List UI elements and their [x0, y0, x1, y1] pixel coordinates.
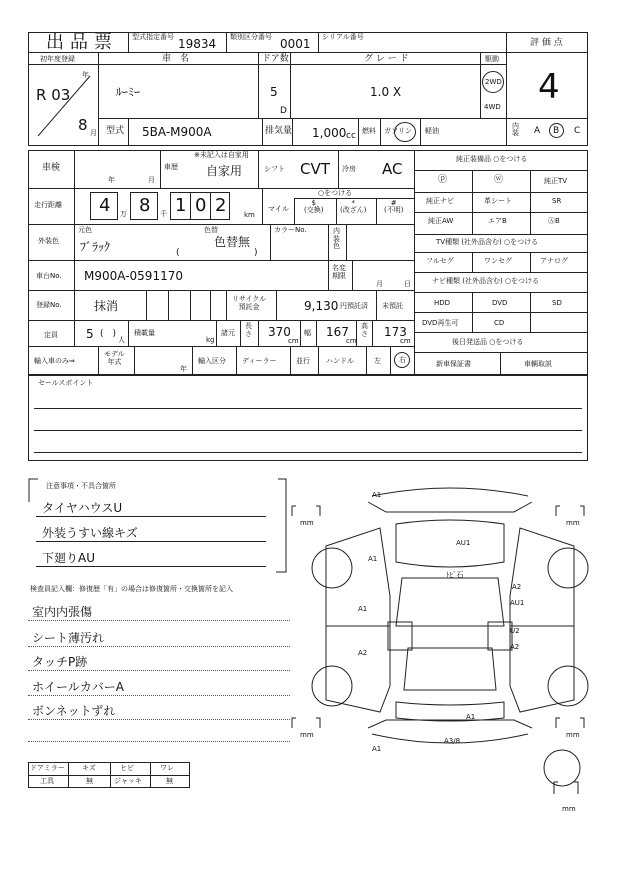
mileage-digit-4: 0: [195, 195, 207, 216]
navi-cd[interactable]: CD: [494, 319, 505, 327]
navi-dvd[interactable]: DVD: [492, 299, 508, 307]
caution-title: 注意事項・不具合箇所: [46, 482, 116, 490]
shift-value: CVT: [300, 160, 330, 178]
doors-suffix: D: [280, 106, 287, 116]
history-label: 車歴: [164, 163, 178, 171]
inspection-year-unit: 年: [108, 176, 115, 184]
length-label: 長さ: [245, 322, 252, 338]
navi-dvd-play[interactable]: DVD再生可: [422, 319, 459, 327]
model-cert-label: 型式指定番号: [132, 33, 174, 41]
interior-grade-b[interactable]: B: [553, 126, 560, 136]
capacity-value: 5: [86, 327, 94, 341]
original-color-label: 元色: [78, 226, 92, 234]
grade-label: グ レ ー ド: [364, 54, 409, 64]
height-value: 173: [384, 325, 407, 339]
dealer-label[interactable]: ディーラー: [242, 357, 277, 365]
tv-type-title: TV種類 (社外品含む) ○をつける: [436, 238, 539, 246]
color-change-parens-close: ): [254, 248, 258, 258]
color-change-parens: (: [176, 248, 180, 258]
equip-power-steering[interactable]: ⓟ: [438, 175, 448, 185]
equip-navi[interactable]: 純正ナビ: [426, 197, 454, 205]
displacement-label: 排気量: [265, 126, 293, 136]
first-reg-label: 初年度登録: [40, 55, 75, 63]
mileage-circle-note: ○をつける: [318, 189, 353, 197]
ac-value: AC: [382, 160, 403, 178]
interior-label: 内装: [512, 122, 519, 137]
mark-windshield: ﾄﾋﾞ石: [446, 571, 464, 579]
mm-rear-left: mm: [300, 731, 314, 739]
model-cert-value: 19834: [178, 37, 217, 51]
load-unit: kg: [206, 336, 215, 344]
mark-left-door: A1: [358, 605, 368, 613]
mark-hood: AU1: [456, 539, 471, 547]
mm-spare: mm: [562, 805, 576, 813]
fuel-gasoline[interactable]: ガソリン: [384, 127, 412, 135]
legend-tool-value: 無: [86, 777, 93, 785]
caution-item-1: タイヤハウスU: [42, 501, 123, 515]
handle-left[interactable]: 左: [374, 357, 381, 365]
width-label: 幅: [304, 329, 311, 337]
car-name: ﾙｰﾐｰ: [116, 85, 141, 99]
equipment-title: 純正装備品 ○をつける: [456, 155, 528, 163]
handle-right[interactable]: 右: [399, 356, 406, 364]
later-manual[interactable]: 車輌取説: [524, 360, 552, 368]
recycle-amount: 9,130: [304, 299, 339, 313]
mm-front-right: mm: [566, 519, 580, 527]
width-value: 167: [326, 325, 349, 339]
sales-point-frame: [28, 375, 588, 461]
first-reg-era: R 03: [36, 86, 71, 104]
inspector-title: 検査員記入欄：修復歴「有」の場合は修復箇所・交換箇所を記入: [30, 585, 233, 593]
capacity-unit: 人: [118, 336, 125, 344]
mark-front-bumper: A1: [372, 491, 382, 499]
diesel-label[interactable]: 軽油: [425, 127, 439, 135]
equip-airbag[interactable]: エアB: [488, 217, 507, 225]
exterior-color-label: 外装色: [38, 237, 59, 245]
equip-leather[interactable]: 革シート: [484, 197, 512, 205]
serial-label: シリアル番号: [322, 33, 364, 41]
class-label: 類別区分番号: [230, 33, 272, 41]
car-damage-diagram: [290, 476, 610, 816]
inspection-label: 車検: [42, 163, 61, 173]
chassis-label: 車台No.: [36, 272, 62, 280]
model-year-label: モデル 年式: [104, 350, 125, 367]
inspector-item-3: タッチP跡: [32, 655, 88, 669]
capacity-label: 定員: [44, 331, 58, 339]
length-unit: cm: [288, 337, 299, 345]
displacement-unit: cc: [346, 131, 356, 141]
legend-scratch: キズ: [82, 764, 96, 772]
inspection-month-unit: 月: [148, 176, 155, 184]
mark-right-door-u2: U2: [510, 627, 520, 635]
mark-right-front-a2: A2: [512, 583, 522, 591]
legend-mirror: ドアミラー: [30, 764, 65, 772]
inspector-item-4: ホイールカバーA: [32, 680, 124, 694]
color-change: 色替無: [214, 235, 251, 249]
length-value: 370: [268, 325, 291, 339]
caution-item-2: 外装うすい線キズ: [42, 526, 138, 540]
year-unit: 年: [82, 71, 89, 79]
unknown-label[interactable]: # (不明): [384, 199, 404, 214]
inspector-item-5: ボンネットずれ: [32, 704, 116, 718]
equip-sunroof[interactable]: SR: [552, 197, 562, 205]
fuel-label: 燃料: [362, 127, 376, 135]
history-note: ※未記入は自家用: [194, 151, 249, 159]
legend-break: ワレ: [160, 764, 174, 772]
interior-grade-a[interactable]: A: [534, 126, 541, 136]
first-reg-slash: [30, 66, 98, 144]
sales-point-label: セールスポイント: [38, 379, 94, 387]
mileage-label: 走行距離: [34, 201, 62, 209]
color-change-label: 色替: [204, 226, 218, 234]
interior-grade-c[interactable]: C: [574, 126, 581, 136]
equip-power-window[interactable]: ⓦ: [494, 175, 504, 185]
legend-jack-value: 無: [166, 777, 173, 785]
doors-value: 5: [270, 85, 278, 99]
mileage-unit-sen: 千: [160, 210, 167, 218]
recycle-unpaid[interactable]: 未預託: [382, 302, 403, 310]
mark-tailgate: A1: [466, 713, 476, 721]
capacity-parens: ( ): [100, 329, 117, 339]
mark-right-door-a2: A2: [510, 643, 520, 651]
history-value: 自家用: [206, 164, 243, 178]
tampered-label[interactable]: * (改ざん): [340, 199, 367, 214]
doors-label: ドア数: [262, 54, 289, 64]
caution-item-3: 下廻りAU: [42, 551, 95, 565]
tv-fullseg[interactable]: フルセグ: [426, 257, 454, 265]
mark-rear-bumper-a3: A3/8: [444, 737, 461, 745]
car-name-label: 車 名: [162, 54, 190, 64]
navi-hdd[interactable]: HDD: [434, 299, 451, 307]
class-value: 0001: [280, 37, 311, 51]
mileage-unit-km: km: [244, 211, 255, 219]
mm-rear-right: mm: [566, 731, 580, 739]
tv-oneseg[interactable]: ワンセグ: [484, 257, 512, 265]
inspector-item-1: 室内内張傷: [32, 605, 93, 619]
recycle-status: 円預託済: [340, 302, 368, 310]
later-send-title: 後日発送品 ○をつける: [452, 338, 524, 346]
chassis-value: M900A-0591170: [84, 269, 183, 283]
navi-sd[interactable]: SD: [552, 299, 562, 307]
legend-tool: 工具: [40, 777, 54, 785]
legend-crack: ヒビ: [120, 764, 134, 772]
mark-rear-bumper-a1: A1: [372, 745, 382, 753]
width-unit: cm: [346, 337, 357, 345]
tv-analog[interactable]: アナログ: [540, 257, 568, 265]
mile-label[interactable]: マイル: [268, 205, 289, 213]
displacement-value: 1,000: [312, 126, 347, 140]
equip-abs[interactable]: ⒶB: [548, 217, 560, 225]
mark-left-front: A1: [368, 555, 378, 563]
recycle-label: リサイクル 預託金: [232, 295, 267, 312]
eval-score: 4: [538, 67, 560, 107]
mileage-unit-man: 万: [120, 210, 127, 218]
grade-value: 1.0 X: [370, 85, 402, 99]
mm-front-left: mm: [300, 519, 314, 527]
drive-2wd[interactable]: 2WD: [485, 78, 502, 86]
model-type-value: 5BA-M900A: [142, 125, 212, 139]
import-label: 輸入車のみ⇒: [34, 357, 75, 365]
load-label: 積載量: [134, 329, 155, 337]
name-change-month-unit: 月: [376, 280, 383, 288]
color-no-label: カラーNo.: [274, 226, 307, 234]
month-unit: 月: [90, 129, 97, 137]
ac-label: 冷房: [342, 165, 356, 173]
equip-tv[interactable]: 純正TV: [544, 177, 568, 185]
shift-label: シフト: [264, 165, 285, 173]
later-warranty[interactable]: 新車保証書: [436, 360, 471, 368]
legend-jack: ジャッキ: [114, 777, 142, 785]
dims-label: 諸元: [221, 329, 235, 337]
drive-4wd[interactable]: 4WD: [484, 103, 501, 111]
mileage-digit-2: 8: [139, 195, 151, 216]
first-reg-month: 8: [78, 116, 88, 134]
equip-aw[interactable]: 純正AW: [428, 217, 454, 225]
original-color: ﾌﾞﾗｯｸ: [80, 240, 111, 254]
mark-left-rear: A2: [358, 649, 368, 657]
mark-right-front-au1: AU1: [510, 599, 525, 607]
interior-color-label: 内装色: [333, 227, 340, 251]
handle-label: ハンドル: [326, 357, 354, 365]
name-change-day-unit: 日: [404, 280, 411, 288]
navi-type-title: ナビ種類 (社外品含む) ○をつける: [432, 277, 540, 285]
name-change-label: 名変期限: [332, 264, 346, 281]
form-title: 出品票: [46, 32, 118, 53]
eval-label: 評 価 点: [530, 38, 563, 48]
height-unit: cm: [400, 337, 411, 345]
reg-label: 登録No.: [36, 301, 62, 309]
height-label: 高さ: [361, 322, 368, 338]
model-year-unit: 年: [180, 365, 187, 373]
import-class-label: 輸入区分: [198, 357, 226, 365]
drive-label: 駆動: [485, 55, 499, 63]
reg-value: 抹消: [94, 299, 119, 313]
model-type-label: 型式: [106, 126, 125, 136]
parallel-label[interactable]: 並行: [296, 357, 310, 365]
mileage-digit-5: 2: [215, 195, 227, 216]
replaced-label[interactable]: $ (交換): [304, 199, 324, 214]
mileage-digit-3: 1: [175, 195, 187, 216]
mileage-digit-1: 4: [99, 195, 111, 216]
inspector-item-2: シート薄汚れ: [32, 631, 105, 645]
